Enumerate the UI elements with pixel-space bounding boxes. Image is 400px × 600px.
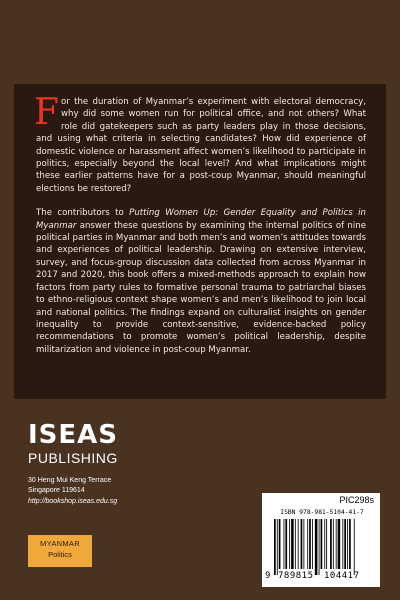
price-code: PIC298s: [339, 495, 374, 505]
barcode-bar: [284, 519, 285, 569]
barcode-bar: [279, 519, 281, 569]
publisher-website: http://bookshop.iseas.edu.sg: [28, 498, 118, 505]
barcode-bar: [326, 519, 327, 569]
barcode-bar: [319, 519, 320, 575]
barcode-bar: [301, 519, 303, 569]
barcode-digit-first: 9: [265, 571, 271, 581]
paragraph-2-intro: The contributors to: [36, 208, 130, 219]
iseas-logo: ISEAS: [28, 420, 119, 450]
publisher-block: [28, 422, 178, 507]
publishing-label: PUBLISHING: [28, 450, 118, 466]
barcode-bar: [342, 519, 343, 569]
barcode-box: [262, 493, 380, 587]
barcode-bar: [309, 519, 311, 569]
paragraph-2-rest: answer these questions by examining the internal politics of nine political parties in Myanmar and both men’s and women’s attitudes towards and experiences of political leadership. Drawing on extensive interview, survey, and focus-group discussion data collected from across Myanmar in 2017 and 2020, this book offers a mixed-methods approach to explain how factors from party rules to formative personal trauma to patriarchal biases to ethno-religious context shape women’s and men’s likelihood to join local and national politics. The findings expand on culturalist insights on gender inequality to provide context-sensitive, evidence-backed policy recommendations to promote women’s political leadership, despite militarization and violence in post-coup Myanmar.: [36, 220, 366, 355]
barcode-bar: [354, 519, 355, 575]
barcode-bar: [291, 519, 294, 569]
barcode-bar: [295, 519, 296, 569]
barcode-bar: [315, 519, 318, 575]
barcode-bar: [338, 519, 341, 569]
barcode-bar: [349, 519, 351, 569]
barcode-bar: [274, 519, 276, 575]
book-title: Putting Women Up: Gender Equality and Politics in Myanmar: [36, 208, 366, 231]
barcode-bar: [336, 519, 337, 569]
blurb-panel: [14, 84, 386, 399]
barcode-bar: [285, 519, 287, 569]
barcode-bar: [324, 519, 325, 569]
blurb-paragraph-2: [36, 207, 366, 356]
barcode-bar: [344, 519, 346, 569]
barcode-bar: [333, 519, 334, 569]
category-tag: [28, 535, 92, 567]
barcode-icon: [272, 519, 372, 575]
barcode-bar: [277, 519, 278, 575]
address-line-2: Singapore 119614: [28, 487, 85, 494]
publisher-address: [28, 476, 178, 507]
drop-cap: F: [34, 92, 59, 133]
barcode-digits-right: 104417: [324, 571, 360, 581]
blurb: [34, 92, 366, 356]
barcode-bar: [330, 519, 332, 569]
category-secondary: Politics: [48, 550, 72, 559]
barcode-bar: [347, 519, 348, 569]
blurb-paragraph-1: [34, 92, 366, 195]
category-primary: MYANMAR: [40, 539, 80, 548]
barcode-digits-left: 789815: [278, 571, 314, 581]
barcode-bar: [312, 519, 313, 569]
isbn-text: ISBN 978-981-5104-41-7: [280, 509, 364, 516]
paragraph-1-text: or the duration of Myanmar’s experiment with electoral democracy, why did some women run for political office, and not others? What role did gatekeepers such as party leaders play in those decisions, and using what criteria in selecting candidates? How did experience of domestic violence or harassment affect women’s likelihood to participate in politics, especially beyond the local level? And what implications might these earlier patterns have for a post-coup Myanmar, should meaningful elections be restored?: [36, 97, 366, 194]
barcode-bar: [303, 519, 304, 569]
barcode-bar: [321, 519, 323, 569]
barcode-bar: [298, 519, 299, 569]
barcode-bar: [307, 519, 308, 569]
address-line-1: 30 Heng Mui Keng Terrace: [28, 477, 112, 484]
barcode-bar: [289, 519, 290, 569]
